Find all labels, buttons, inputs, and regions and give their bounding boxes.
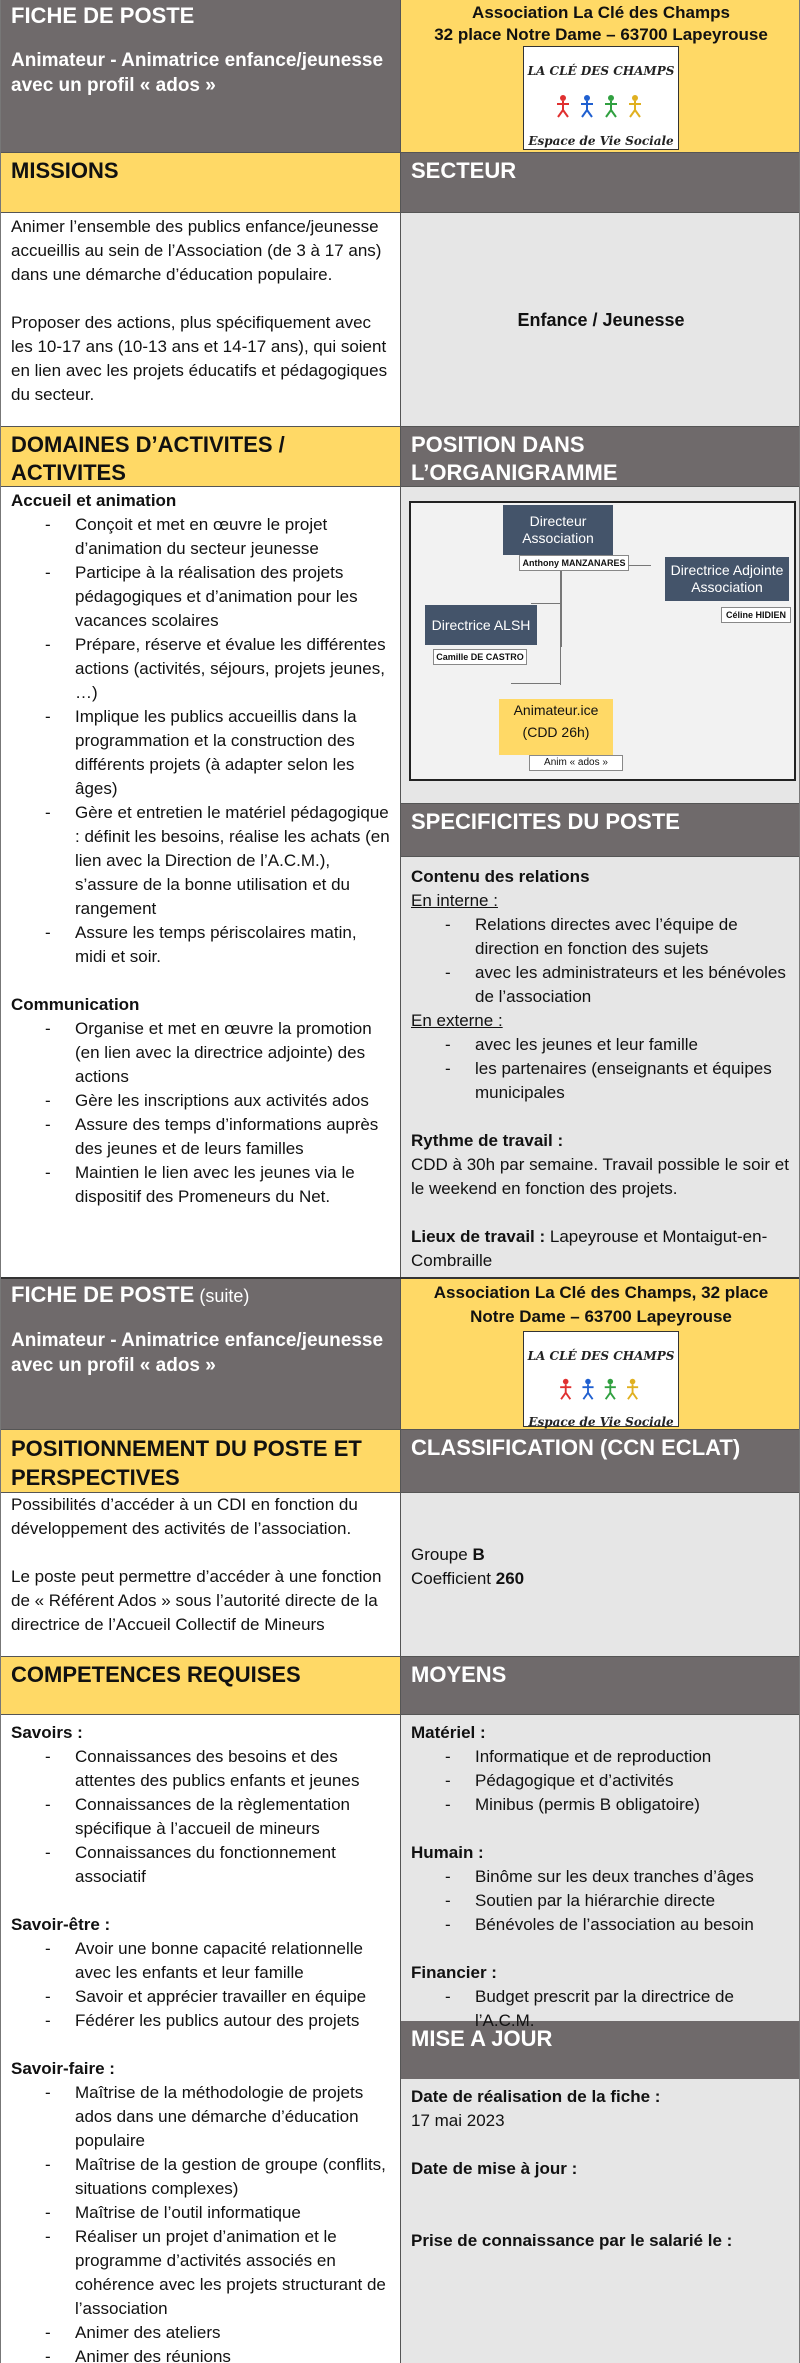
list-item: - Binôme sur les deux tranches d’âges — [411, 1865, 791, 1889]
secteur-value: Enfance / Jeunesse — [517, 309, 685, 330]
competences-heading-cell — [1, 1657, 401, 1714]
list-item: - Connaissances du fonctionnement associatif — [11, 1841, 390, 1889]
materiel-list — [411, 1745, 791, 1817]
header-right-2 — [401, 1279, 800, 1429]
association-logo — [523, 46, 679, 150]
moyens-heading-cell — [401, 1657, 800, 1714]
competences-body — [1, 1715, 401, 2363]
positionnement-heading-cell — [1, 1430, 401, 1492]
missions-heading-cell — [1, 153, 401, 212]
right-column — [401, 487, 800, 1277]
list-item: - avec les administrateurs et les bénévoles de l’association — [411, 961, 791, 1009]
list-item: - Animer des réunions — [11, 2345, 390, 2363]
positionnement-body — [1, 1493, 401, 1656]
accueil-list — [11, 513, 390, 969]
specificites-body — [401, 856, 800, 1277]
communication-list — [11, 1017, 390, 1209]
association-logo-2 — [523, 1331, 679, 1427]
missions-heading: MISSIONS — [11, 158, 119, 183]
org-chart-cell — [401, 487, 800, 803]
domaines-body-row — [1, 486, 800, 1277]
org-animateur-box — [499, 699, 613, 755]
positionnement-text-2: Le poste peut permettre d’accéder à une fonction de « Référent Ados » sous l’autorité directe de la directrice de l’Accueil Collectif de Mineurs — [11, 1567, 382, 1634]
list-item: - avec les jeunes et leur famille — [411, 1033, 791, 1057]
job-title: Animateur - Animatrice enfance/jeunesse avec un profil « ados » — [11, 50, 384, 96]
rythme-label: Rythme de travail : — [411, 1131, 564, 1150]
org-animateur-name: Anim « ados » — [529, 755, 623, 771]
missions-text-1: Animer l’ensemble des publics enfance/jeunesse accueillis au sein de l’Association (de 3 à 17 ans) dans une démarche d’éducation populaire. — [11, 217, 382, 284]
list-item: - Minibus (permis B obligatoire) — [411, 1793, 791, 1817]
association-line-2: 32 place Notre Dame – 63700 Lapeyrouse — [434, 25, 768, 44]
competences-header-row — [1, 1656, 800, 1714]
list-item: - les partenaires (enseignants et équipes municipales — [411, 1057, 791, 1105]
prise-connaissance-label: Prise de connaissance par le salarié le : — [411, 2231, 733, 2250]
financier-list — [411, 1985, 791, 2033]
groupe-line — [411, 1543, 791, 1567]
logo-bottom-text: Espace de Vie Sociale — [528, 134, 674, 148]
org-chart — [409, 501, 796, 781]
list-item: - Relations directes avec l’équipe de direction en fonction des sujets — [411, 913, 791, 961]
coef-value: 260 — [495, 1569, 525, 1588]
missions-body — [1, 213, 401, 426]
list-item: - Implique les publics accueillis dans la programmation et la construction des différents projets (à adapter selon les âges) — [11, 705, 390, 801]
savoirs-list — [11, 1745, 390, 1889]
list-item: - Organise et met en œuvre la promotion (en lien avec la directrice adjointe) des actions — [11, 1017, 390, 1089]
lieux-text: Lapeyrouse et Montaigut-en-Combraille — [411, 1227, 768, 1270]
specificites-heading: SPECIFICITES DU POSTE — [411, 808, 680, 834]
classification-body — [401, 1493, 800, 1656]
lieux-label: Lieux de travail : — [411, 1227, 546, 1246]
classification-heading-cell — [401, 1430, 800, 1492]
savoirs-title: Savoirs : — [11, 1723, 83, 1742]
savoir-etre-list — [11, 1937, 390, 2033]
position-heading: POSITION DANS L’ORGANIGRAMME — [411, 432, 618, 485]
positionnement-text-1: Possibilités d’accéder à un CDI en fonction du développement des activités de l’association. — [11, 1495, 358, 1538]
materiel-title: Matériel : — [411, 1723, 486, 1742]
list-item: - Pédagogique et d’activités — [411, 1769, 791, 1793]
lieux-line — [411, 1225, 791, 1273]
mise-a-jour-heading: MISE A JOUR — [411, 2026, 553, 2051]
list-item: - Gère et entretien le matériel pédagogique : définit les besoins, réalise les achats (en lien avec la Direction de l’A.C.M.), s’assure de la bonne utilisation et du rangement — [11, 801, 390, 921]
secteur-heading: SECTEUR — [411, 158, 517, 183]
positionnement-header-row — [1, 1429, 800, 1492]
list-item: - Assure des temps d’informations auprès des jeunes et de leurs familles — [11, 1113, 390, 1161]
header-row-1 — [1, 0, 800, 152]
secteur-body — [401, 213, 800, 426]
positionnement-heading: POSITIONNEMENT DU POSTE ET PERSPECTIVES — [11, 1436, 362, 1490]
list-item: - Informatique et de reproduction — [411, 1745, 791, 1769]
missions-text-2: Proposer des actions, plus spécifiquement avec les 10-17 ans (10-13 ans et 14-17 ans), qui soient en lien avec les projets éducatifs et pédagogiques du secteur. — [11, 313, 388, 404]
list-item: - Fédérer les publics autour des projets — [11, 2009, 390, 2033]
internal-label: En interne : — [411, 891, 498, 910]
mise-a-jour-body — [401, 2079, 800, 2363]
org-director-box: Directeur Association — [503, 505, 613, 555]
groupe-value: B — [472, 1545, 485, 1564]
external-list — [411, 1033, 791, 1105]
header-left-1 — [1, 0, 401, 152]
association-2: Association La Clé des Champs, 32 place Notre Dame – 63700 Lapeyrouse — [433, 1283, 769, 1326]
page-title-2-suffix: (suite) — [194, 1286, 250, 1306]
list-item: - Réaliser un projet d’animation et le programme d’activités associés en cohérence avec les projets structurant de l’association — [11, 2225, 390, 2321]
list-item: - Maîtrise de la méthodologie de projets ados dans une démarche d’éducation populaire — [11, 2081, 390, 2153]
list-item: - Prépare, réserve et évalue les différentes actions (activités, séjours, projets jeunes, …) — [11, 633, 390, 705]
list-item: - Gère les inscriptions aux activités ados — [11, 1089, 390, 1113]
logo-top-text-2: LA CLÉ DES CHAMPS — [527, 1349, 675, 1363]
domaines-heading-cell — [1, 427, 401, 486]
financier-title: Financier : — [411, 1963, 497, 1982]
savoir-faire-title: Savoir-faire : — [11, 2059, 115, 2078]
competences-body-row — [1, 1714, 800, 2363]
date-maj-label: Date de mise à jour : — [411, 2159, 578, 2178]
moyens-heading: MOYENS — [411, 1662, 507, 1687]
page-title-2 — [1, 1279, 400, 1314]
org-director-name: Anthony MANZANARES — [519, 555, 629, 571]
groupe-label: Groupe — [411, 1545, 473, 1564]
list-item: - Avoir une bonne capacité relationnelle avec les enfants et leur famille — [11, 1937, 390, 1985]
positionnement-body-row — [1, 1492, 800, 1656]
domaines-heading: DOMAINES D’ACTIVITES / ACTIVITES — [11, 432, 285, 485]
external-label: En externe : — [411, 1011, 503, 1030]
rythme-text: CDD à 30h par semaine. Travail possible le soir et le weekend en fonction des projets. — [411, 1155, 789, 1198]
humain-list — [411, 1865, 791, 1937]
org-alsh-name: Camille DE CASTRO — [433, 649, 527, 665]
accueil-title: Accueil et animation — [11, 491, 177, 510]
list-item: - Maintien le lien avec les jeunes via le dispositif des Promeneurs du Net. — [11, 1161, 390, 1209]
org-animateur-title: Animateur.ice — [513, 702, 599, 718]
savoir-faire-list — [11, 2081, 390, 2363]
savoir-etre-title: Savoir-être : — [11, 1915, 111, 1934]
page-title: FICHE DE POSTE — [11, 3, 195, 28]
logo-top-text: LA CLÉ DES CHAMPS — [527, 64, 675, 78]
date-realisation-label: Date de réalisation de la fiche : — [411, 2087, 661, 2106]
missions-header-row — [1, 152, 800, 212]
logo-figures-icon — [524, 91, 678, 121]
position-heading-cell — [401, 427, 800, 486]
classification-heading: CLASSIFICATION (CCN ECLAT) — [411, 1435, 741, 1460]
list-item: - Maîtrise de la gestion de groupe (conflits, situations complexes) — [11, 2153, 390, 2201]
list-item: - Bénévoles de l’association au besoin — [411, 1913, 791, 1937]
list-item: - Budget prescrit par la directrice de l’A.C.M. — [411, 1985, 791, 2033]
date-realisation-value: 17 mai 2023 — [411, 2111, 505, 2130]
list-item: - Connaissances des besoins et des attentes des publics enfants et jeunes — [11, 1745, 390, 1793]
list-item: - Maîtrise de l’outil informatique — [11, 2201, 390, 2225]
page-title-2-main: FICHE DE POSTE — [11, 1282, 195, 1307]
header-left-2 — [1, 1279, 401, 1429]
org-deputy-name: Céline HIDIEN — [721, 607, 791, 623]
domaines-header-row — [1, 426, 800, 486]
specificites-heading-cell — [401, 803, 800, 856]
org-deputy-box: Directrice Adjointe Association — [665, 557, 789, 601]
competences-heading: COMPETENCES REQUISES — [11, 1662, 301, 1687]
relations-title: Contenu des relations — [411, 867, 590, 886]
list-item: - Participe à la réalisation des projets pédagogiques et d’animation pour les vacances scolaires — [11, 561, 390, 633]
list-item: - Connaissances de la règlementation spécifique à l’accueil de mineurs — [11, 1793, 390, 1841]
list-item: - Savoir et apprécier travailler en équipe — [11, 1985, 390, 2009]
list-item: - Soutien par la hiérarchie directe — [411, 1889, 791, 1913]
humain-title: Humain : — [411, 1843, 484, 1862]
logo-bottom-text-2: Espace de Vie Sociale — [528, 1415, 674, 1429]
domaines-body — [1, 487, 401, 1277]
association-line-1: Association La Clé des Champs — [472, 3, 730, 22]
org-animateur-sub: (CDD 26h) — [522, 724, 590, 740]
header-right-1 — [401, 0, 800, 152]
coef-line — [411, 1567, 791, 1591]
secteur-heading-cell — [401, 153, 800, 212]
internal-list — [411, 913, 791, 1009]
moyens-body — [401, 1715, 800, 2030]
coef-label: Coefficient — [411, 1569, 496, 1588]
list-item: - Assure les temps périscolaires matin, midi et soir. — [11, 921, 390, 969]
right-column-2 — [401, 1715, 800, 2363]
job-title-2: Animateur - Animatrice enfance/jeunesse avec un profil « ados » — [11, 1330, 384, 1376]
communication-title: Communication — [11, 995, 140, 1014]
list-item: - Animer des ateliers — [11, 2321, 390, 2345]
list-item: - Conçoit et met en œuvre le projet d’animation du secteur jeunesse — [11, 513, 390, 561]
org-alsh-box: Directrice ALSH — [425, 605, 537, 645]
logo-figures-icon — [524, 1374, 678, 1404]
missions-body-row — [1, 212, 800, 426]
header-row-2 — [1, 1277, 800, 1429]
